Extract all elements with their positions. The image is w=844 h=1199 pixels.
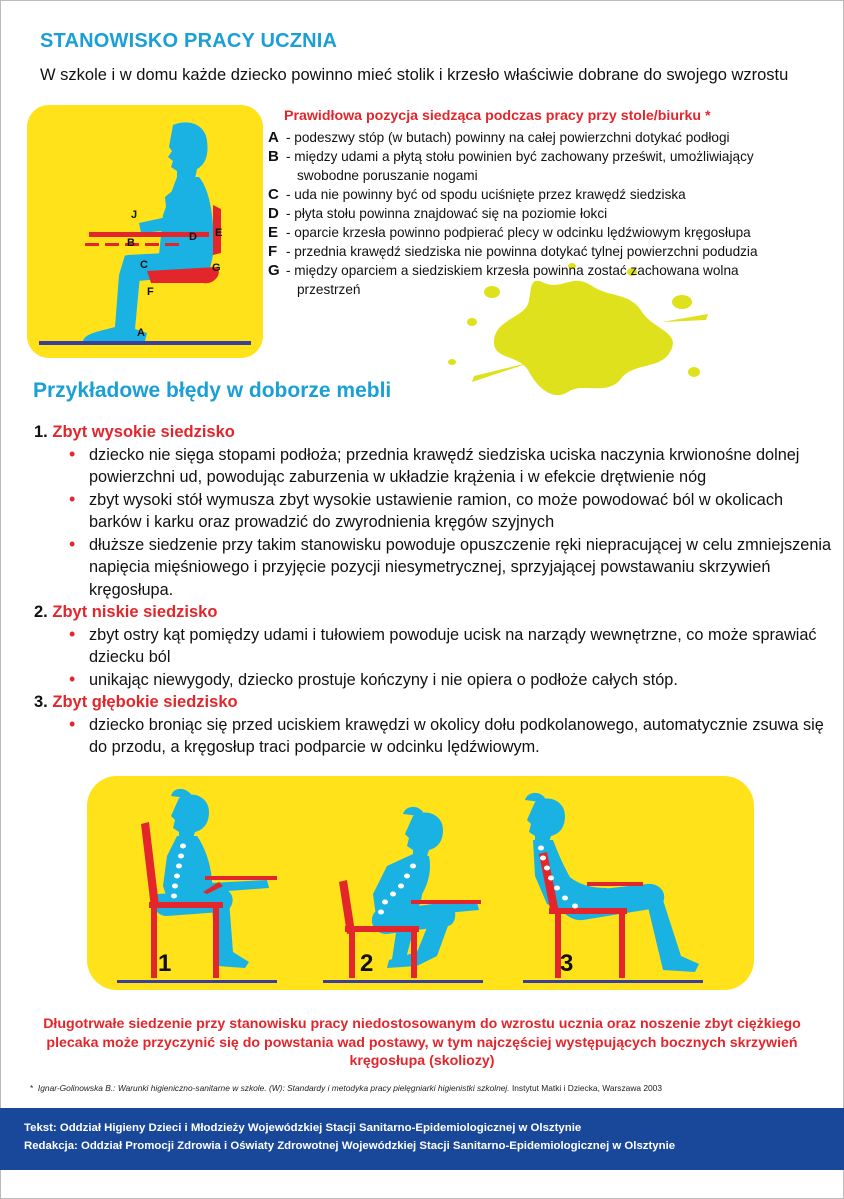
- figure-2-too-low-seat: [323, 807, 483, 983]
- error-bullet: • dłuższe siedzenie przy takim stanowisku powoduje opuszczenie ręki niepracującej w celu zmniejszenia napięcia mięśniowego i przyjęcie pozycji niesymetrycznej, sprzyjającej powstawaniu skrzywień kręgosłupa.: [63, 534, 834, 602]
- rule-letter: B: [268, 148, 279, 165]
- rule-text: - między oparciem a siedziskiem krzesła powinna zostać zachowana wolna przestrzeń: [286, 263, 739, 297]
- rule-item: [268, 223, 828, 242]
- figure-number-2: 2: [360, 950, 374, 977]
- error-bullet: • dziecko nie sięga stopami podłoża; przednia krawędź siedziska uciska naczynia krwionośne dolnej powierzchni ud, powodując zaburzenia w układzie krążenia i w efekcie drętwienie nóg: [63, 444, 834, 489]
- rule-letter: A: [268, 129, 279, 146]
- footnote: [30, 1083, 662, 1093]
- error-number: 3.: [34, 693, 48, 711]
- rule-letter: D: [268, 205, 279, 222]
- diagram-label-c: C: [140, 259, 148, 271]
- rule-item: [268, 147, 828, 185]
- error-label: Zbyt niskie siedzisko: [52, 603, 218, 621]
- error-label: Zbyt głębokie siedzisko: [52, 693, 238, 711]
- error-item-1: [34, 421, 834, 601]
- footnote-publisher: Instytut Matki i Dziecka, Warszawa 2003: [509, 1083, 662, 1093]
- intro-text: W szkole i w domu każde dziecko powinno mieć stolik i krzesło właściwie dobrane do swojego wzrostu: [40, 66, 789, 84]
- error-item-3: [34, 691, 834, 759]
- error-bullet: • zbyt wysoki stół wymusza zbyt wysokie ustawienie ramion, co może powodować ból w okolicach barków i karku oraz prowadzić do zwyrodnienia kręgów szyjnych: [63, 489, 834, 534]
- rule-text: - uda nie powinny być od spodu uciśnięte przez krawędź siedziska: [286, 187, 686, 202]
- error-heading: [34, 691, 834, 714]
- footer-text-credit: Tekst: Oddział Higieny Dzieci i Młodzieży Wojewódzkiej Stacji Sanitarno-Epidemiologicznej w Olsztynie: [24, 1122, 582, 1134]
- footnote-citation: Ignar-Golinowska B.: Warunki higieniczno-sanitarne w szkole. (W): Standardy i metodyka pracy pielęgniarki higienistki szkolnej.: [37, 1083, 510, 1093]
- footnote-mark: *: [30, 1083, 34, 1093]
- error-bullet: • dziecko broniąc się przed uciskiem krawędzi w okolicy dołu podkolanowego, automatycznie zsuwa się do przodu, a kręgosłup traci podparcie w odcinku lędźwiowym.: [63, 714, 834, 759]
- diagram-label-j: J: [131, 209, 138, 221]
- diagram-label-f: F: [147, 286, 154, 298]
- figure-1-too-high-seat: [117, 789, 277, 983]
- rule-letter: G: [268, 262, 280, 279]
- error-bullet: • unikając niewygody, dziecko prostuje kończyny i nie opiera o podłoże całych stóp.: [63, 669, 834, 692]
- errors-section-title: Przykładowe błędy w doborze mebli: [33, 379, 392, 402]
- rule-text: - przednia krawędź siedziska nie powinna dotykać tylnej powierzchni podudzia: [286, 244, 758, 259]
- diagram-label-e: E: [215, 227, 223, 239]
- correct-posture-illustration: [27, 105, 263, 358]
- error-bullet: • zbyt ostry kąt pomiędzy udami i tułowiem powoduje ucisk na narządy wewnętrzne, co może sprawiać dziecku ból: [63, 624, 834, 669]
- figure-3-too-deep-seat: [523, 793, 703, 983]
- error-heading: [34, 601, 834, 624]
- rule-text: - oparcie krzesła powinno podpierać plecy w odcinku lędźwiowym kręgosłupa: [286, 225, 751, 240]
- rule-item: [268, 261, 828, 299]
- incorrect-postures-illustration: [87, 776, 754, 990]
- diagram-label-d: D: [189, 231, 197, 243]
- rule-text: - podeszwy stóp (w butach) powinny na całej powierzchni dotykać podłogi: [286, 130, 730, 145]
- posture-rules-list: [268, 128, 828, 299]
- error-number: 2.: [34, 603, 48, 621]
- page-title: STANOWISKO PRACY UCZNIA: [40, 30, 338, 52]
- error-item-2: [34, 601, 834, 691]
- error-number: 1.: [34, 423, 48, 441]
- rule-letter: E: [268, 224, 279, 241]
- rule-text: - płyta stołu powinna znajdować się na poziomie łokci: [286, 206, 608, 221]
- figure-number-3: 3: [560, 950, 574, 977]
- rule-letter: F: [268, 243, 278, 260]
- footer-editor-credit: Redakcja: Oddział Promocji Zdrowia i Oświaty Zdrowotnej Wojewódzkiej Stacji Sanitarno-Epidemiologicznej w Olsztynie: [24, 1140, 676, 1152]
- rule-letter: C: [268, 186, 279, 203]
- correct-posture-diagram: [27, 105, 263, 358]
- error-label: Zbyt wysokie siedzisko: [52, 423, 235, 441]
- warning-text: Długotrwałe siedzenie przy stanowisku pracy niedostosowanym do wzrostu ucznia oraz noszenie zbyt ciężkiego plecaka może przyczynić się do powstania wad postawy, w tym najczęściej występujących bocznych skrzywień kręgosłupa (skoliozy): [43, 1016, 801, 1069]
- rule-item: [268, 128, 828, 147]
- diagram-label-b: B: [127, 237, 135, 249]
- diagram-label-g: G: [212, 262, 221, 274]
- footer-bar: [0, 1108, 844, 1170]
- diagram-label-a: A: [137, 327, 145, 339]
- rule-item: [268, 204, 828, 223]
- posture-figures: [87, 776, 754, 990]
- rule-item: [268, 242, 828, 261]
- figure-number-1: 1: [158, 950, 172, 977]
- errors-list: [34, 421, 834, 759]
- error-heading: [34, 421, 834, 444]
- rules-heading: Prawidłowa pozycja siedząca podczas pracy przy stole/biurku *: [284, 108, 711, 124]
- rule-item: [268, 185, 828, 204]
- rule-text: - między udami a płytą stołu powinien być zachowany prześwit, umożliwiający swobodne poruszanie nogami: [286, 149, 754, 183]
